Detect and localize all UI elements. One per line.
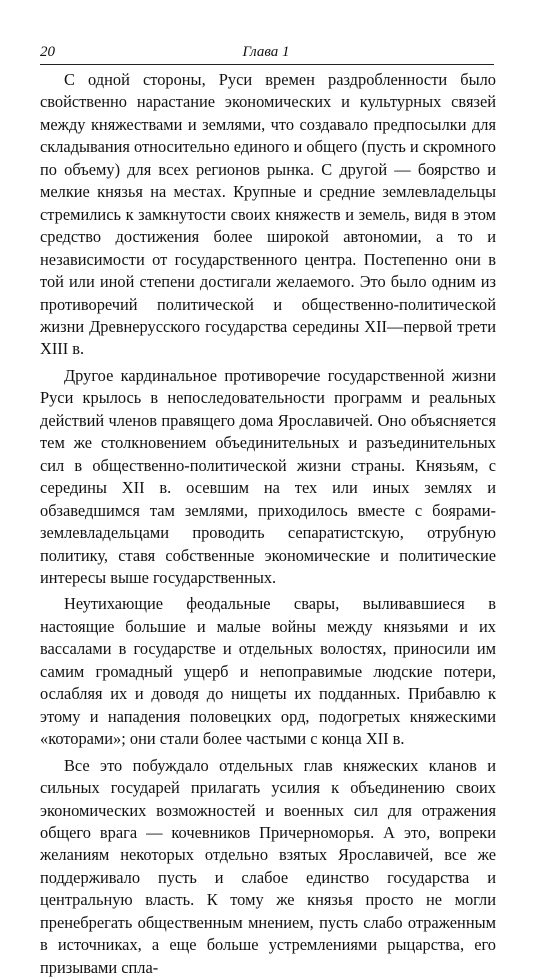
paragraph: Другое кардинальное противоречие государственной жизни Руси крылось в непоследовательности программ и реальных действий членов правящего дома Ярославичей. Оно объясняется тем же столкновением объединительных и разъединительных сил в общественно-политической жизни страны. Князьям, с середины XII в. осевшим на тех или иных землях и обзаведшимся там землями, приходилось вместе с боярами-землевладельцами проводить сепаратистскую, отрубную политику, ставя собственные экономические и политические интересы выше государственных. [40,365,496,587]
paragraph: С одной стороны, Руси времен раздробленности было свойственно нарастание экономических и культурных связей между княжествами и землями, что создавало предпосылки для складывания относительно единого и общего (пусть и скромного по объему) для всех регионов рынка. С другой — боярство и мелкие князья на местах. Крупные и средние землевладельцы стремились к замкнутости своих княжеств и земель, видя в этом средство достижения более широкой автономии, а то и независимости от государственного центра. Постепенно они в той или иной степени достигали желаемого. Это было одним из противоречий политической и общественно-политической жизни Древнерусского государства середины XII—первой трети XIII в. [40,70,496,359]
header-rule [40,64,494,65]
main-text [40,69,496,979]
page-number: 20 [40,44,55,60]
chapter-title: Глава 1 [242,44,290,60]
paragraph: Неутихающие феодальные свары, выливавшиеся в настоящие большие и малые войны между князьями и их вассалами в государстве и отдельных волостях, приносили им самим громадный ущерб и непоправимые людские потери, ослабляя их и доводя до нищеты их подданных. Прибавлю к этому и нападения половецких орд, подогретых княжескими «которами»; они стали более частыми с конца XII в. [40,594,496,749]
running-header [40,42,492,62]
paragraph: Все это побуждало отдельных глав княжеских кланов и сильных государей прилагать усилия к объединению своих экономических возможностей и военных сил для отражения общего врага — кочевников Причерноморья. А это, вопреки желаниям некоторых отдельно взятых Ярославичей, все же поддерживало пусть и слабое единство государства и центральную власть. К тому же князья просто не могли пренебрегать общественным мнением, пусть слабо отраженным в источниках, а еще больше устремлениями рыцарства, его призывами спла- [40,755,496,977]
